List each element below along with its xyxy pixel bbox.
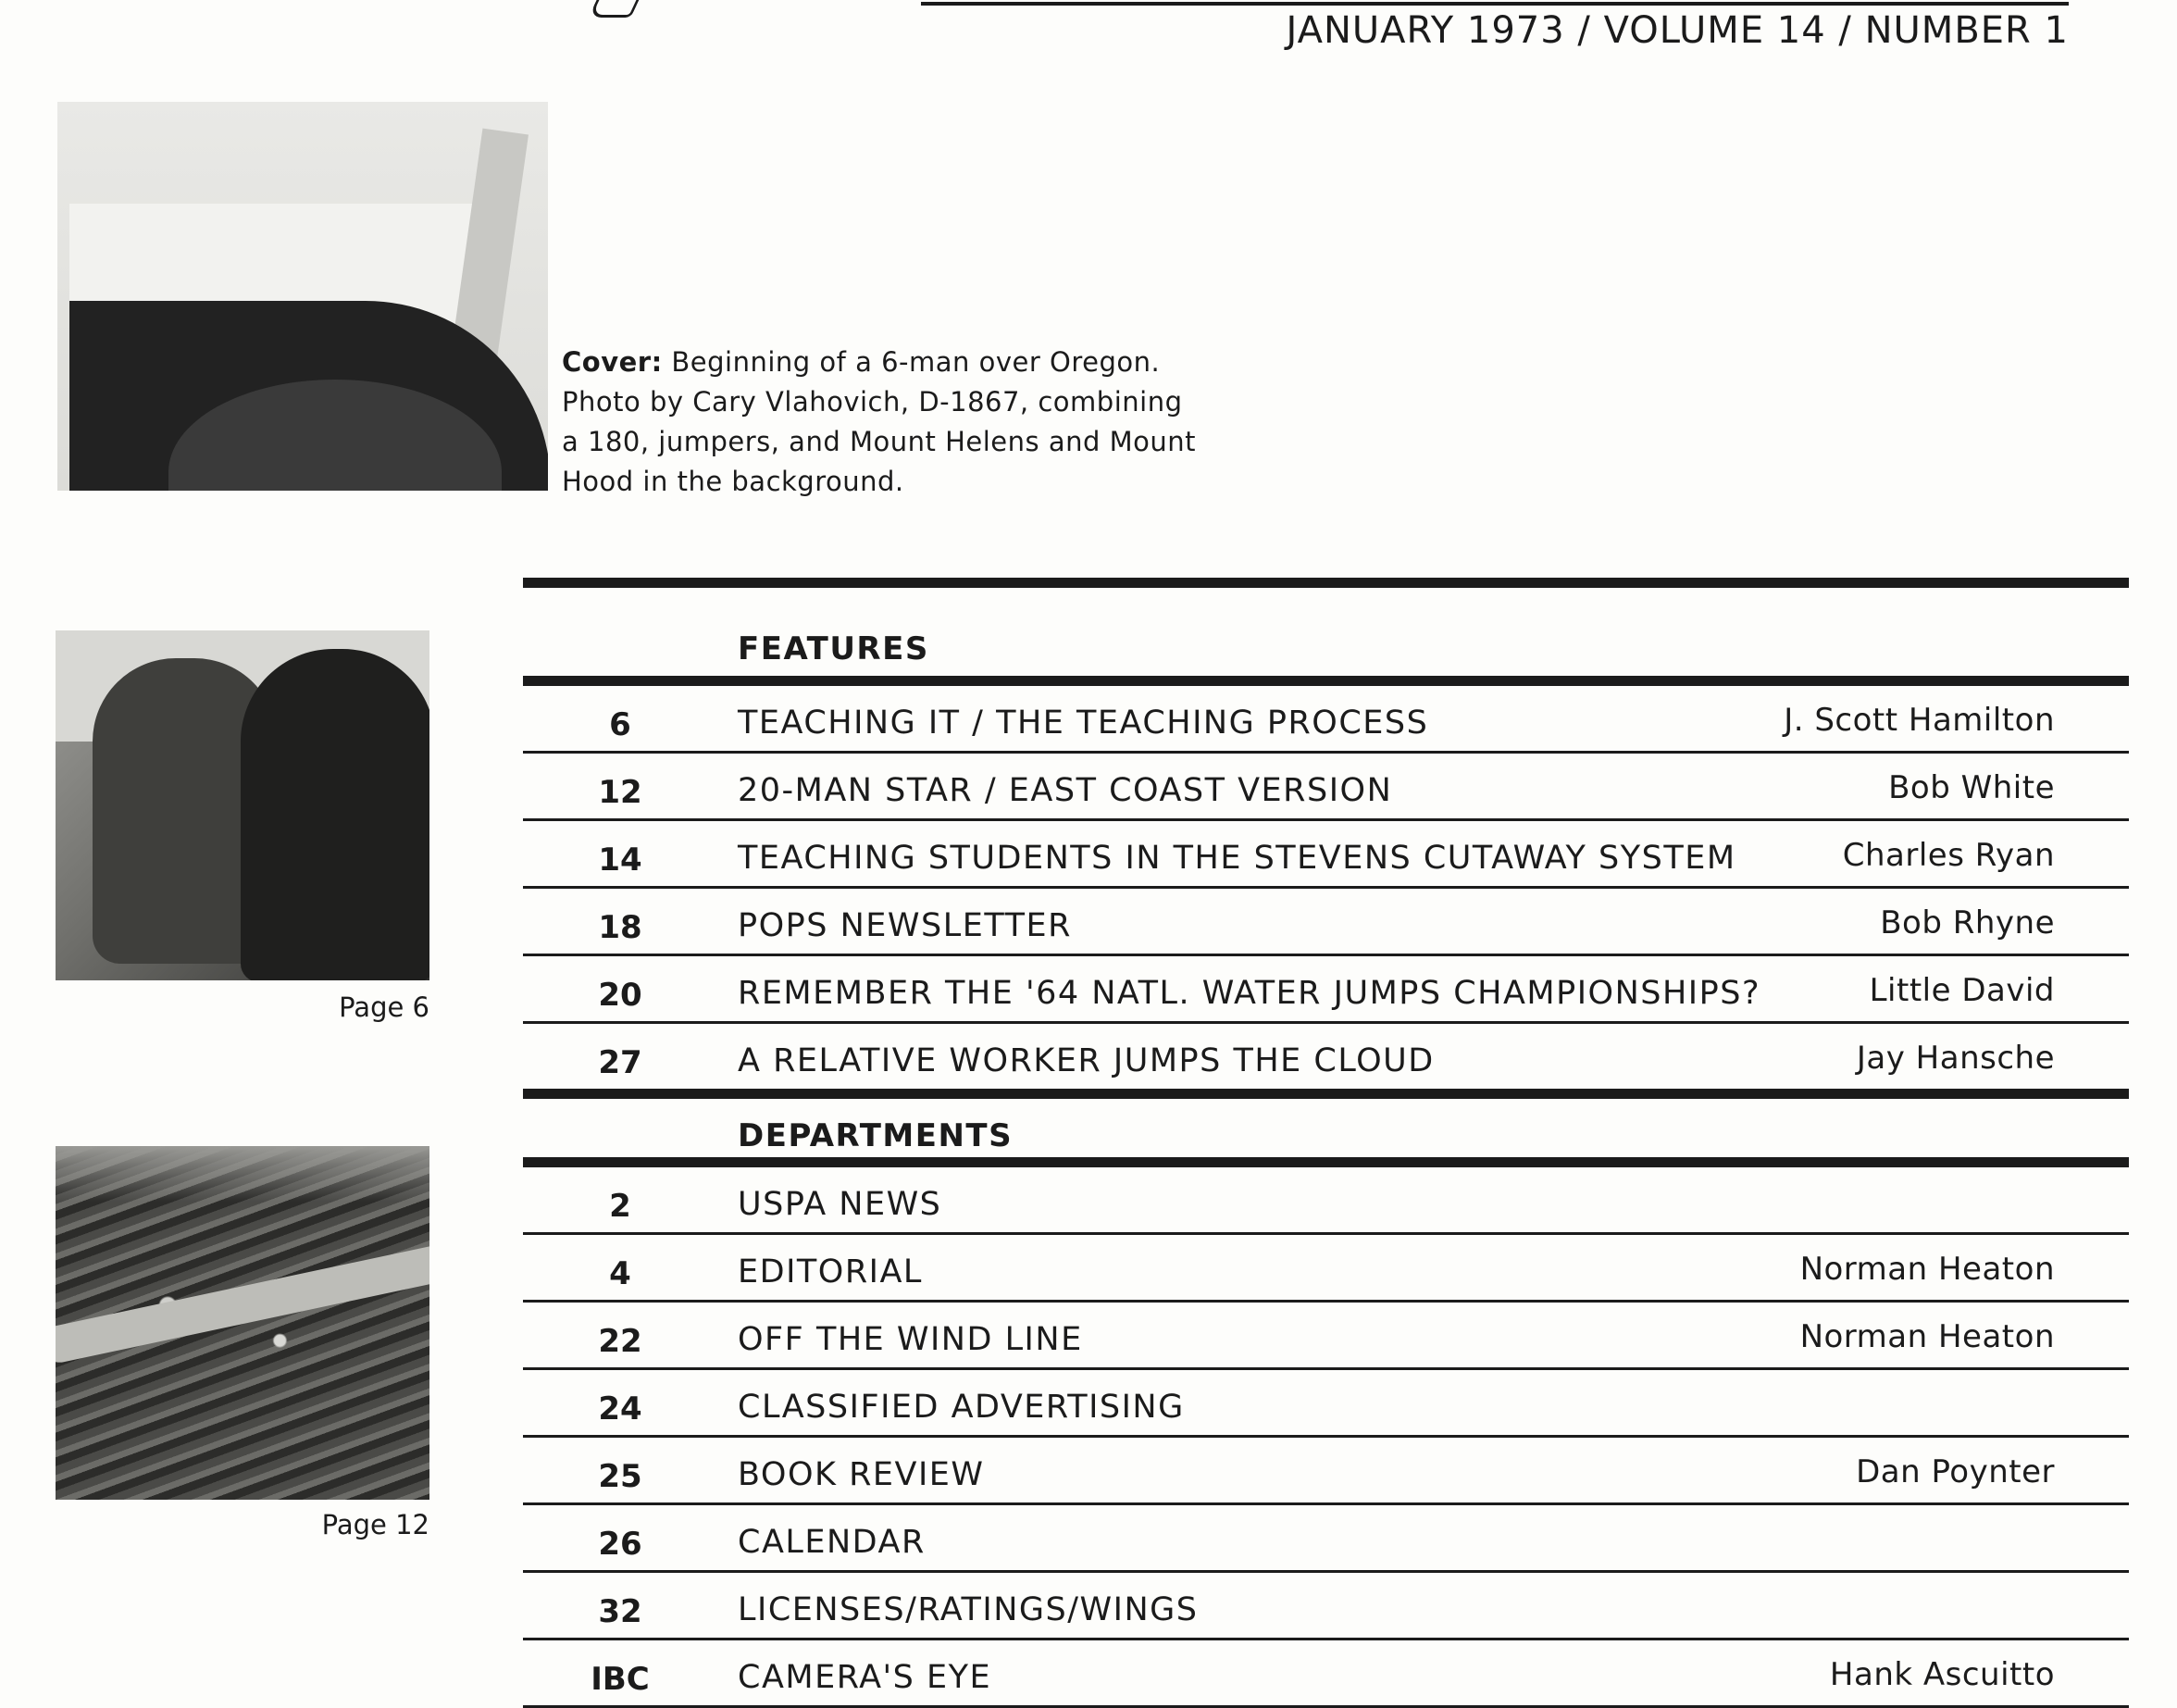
cover-caption-label: Cover: [562, 346, 663, 378]
page-number: 32 [598, 1593, 642, 1630]
toc-row[interactable] [523, 956, 2129, 1024]
article-author: Bob Rhyne [1880, 904, 2055, 941]
photo-caption: Page 12 [321, 1509, 429, 1540]
issue-line: JANUARY 1973 / VOLUME 14 / NUMBER 1 [1286, 9, 2069, 52]
table-of-contents [523, 578, 2129, 1708]
article-title: CAMERA'S EYE [738, 1659, 992, 1696]
article-title: OFF THE WIND LINE [738, 1321, 1083, 1358]
page-number: 2 [609, 1188, 631, 1225]
article-author: Jay Hansche [1856, 1040, 2055, 1077]
article-title: CLASSIFIED ADVERTISING [738, 1389, 1185, 1426]
toc-row[interactable] [523, 1235, 2129, 1303]
divider [523, 1089, 2129, 1099]
article-title: A RELATIVE WORKER JUMPS THE CLOUD [738, 1042, 1435, 1079]
article-title: TEACHING STUDENTS IN THE STEVENS CUTAWAY SYSTEM [738, 840, 1736, 877]
toc-row[interactable] [523, 889, 2129, 956]
article-author: Charles Ryan [1842, 837, 2055, 874]
article-author: Dan Poynter [1856, 1453, 2055, 1490]
page-number: 12 [598, 774, 642, 811]
page-number: 25 [598, 1458, 642, 1495]
page-number: 18 [598, 909, 642, 946]
article-title: POPS NEWSLETTER [738, 907, 1072, 944]
toc-row[interactable] [523, 686, 2129, 754]
page-number: 4 [609, 1255, 631, 1292]
article-author: Norman Heaton [1799, 1251, 2055, 1288]
article-title: CALENDAR [738, 1524, 926, 1561]
article-author: Hank Ascuitto [1829, 1656, 2055, 1693]
article-title: EDITORIAL [738, 1253, 923, 1290]
toc-row[interactable] [523, 821, 2129, 889]
article-title: TEACHING IT / THE TEACHING PROCESS [738, 704, 1429, 742]
header-rule [921, 2, 2069, 6]
departments-heading: DEPARTMENTS [738, 1117, 1014, 1154]
photo-page-12 [56, 1146, 429, 1500]
article-author: Norman Heaton [1799, 1318, 2055, 1355]
article-title: 20-MAN STAR / EAST COAST VERSION [738, 772, 1393, 809]
photo-caption: Page 6 [339, 991, 429, 1023]
toc-row[interactable] [523, 754, 2129, 821]
toc-row[interactable] [523, 1438, 2129, 1505]
page-number: 6 [609, 706, 631, 743]
page-number: 20 [598, 977, 642, 1014]
cover-photo [57, 102, 548, 491]
toc-row[interactable] [523, 1167, 2129, 1235]
page-number: IBC [591, 1661, 650, 1698]
article-author: Little David [1869, 972, 2055, 1009]
cover-caption: Cover: Beginning of a 6-man over Oregon. Photo by Cary Vlahovich, D-1867, combining a 180, jumpers, and Mount Helens and Mount Hood in the background. [562, 346, 1196, 497]
article-title: BOOK REVIEW [738, 1456, 985, 1493]
divider [523, 676, 2129, 686]
divider [523, 1157, 2129, 1167]
toc-row[interactable] [523, 1573, 2129, 1640]
toc-row[interactable] [523, 1024, 2129, 1089]
article-title: LICENSES/RATINGS/WINGS [738, 1591, 1199, 1628]
toc-row[interactable] [523, 1370, 2129, 1438]
toc-row[interactable] [523, 1303, 2129, 1370]
page-number: 27 [598, 1044, 642, 1081]
page-number: 26 [598, 1526, 642, 1563]
photo-page-6 [56, 630, 429, 980]
page-number: 24 [598, 1390, 642, 1427]
page-number: 22 [598, 1323, 642, 1360]
toc-row[interactable] [523, 1505, 2129, 1573]
page-number: 14 [598, 842, 642, 879]
logo-fragment [589, 0, 640, 18]
article-author: J. Scott Hamilton [1784, 702, 2055, 739]
article-title: USPA NEWS [738, 1186, 942, 1223]
article-title: REMEMBER THE '64 NATL. WATER JUMPS CHAMPIONSHIPS? [738, 975, 1761, 1012]
divider [523, 578, 2129, 588]
features-heading: FEATURES [738, 630, 929, 667]
article-author: Bob White [1888, 769, 2055, 806]
